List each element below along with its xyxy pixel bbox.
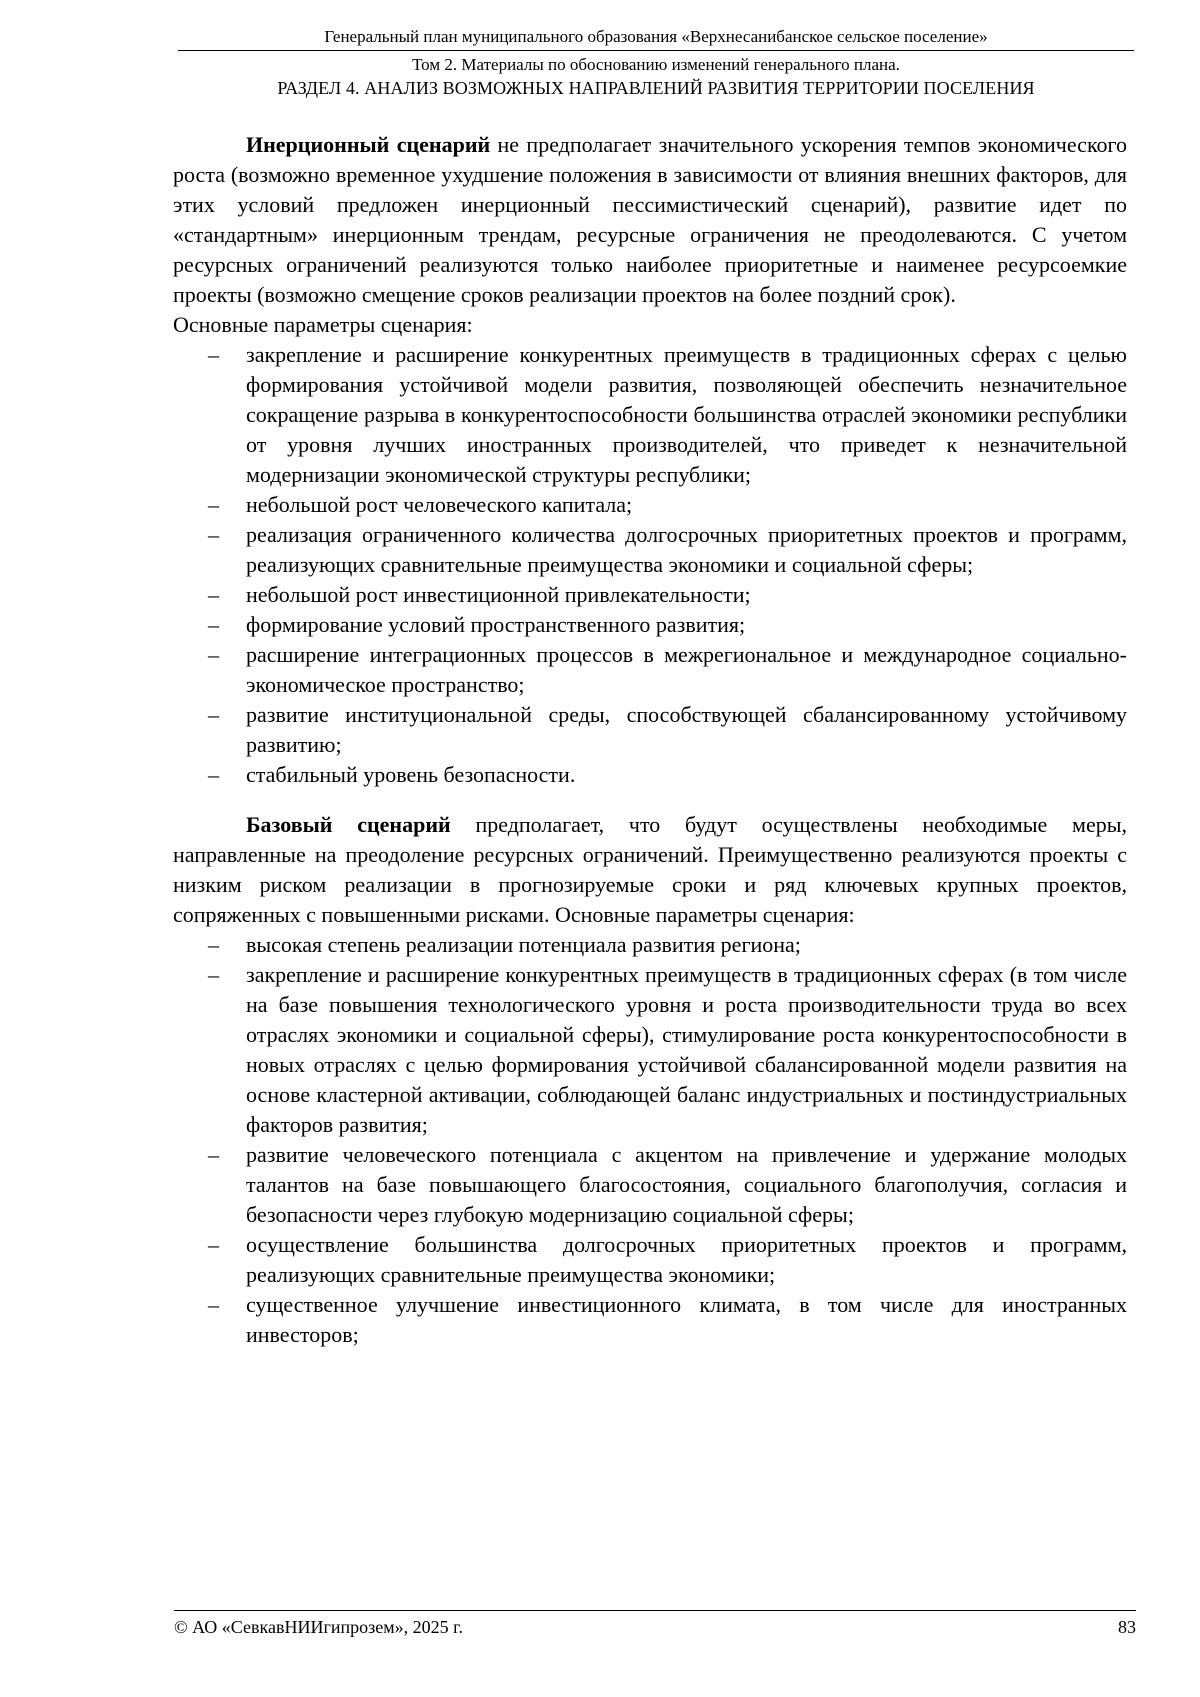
footer-copyright: © АО «СевкавНИИгипрозем», 2025 г.	[174, 1617, 463, 1637]
list-item: – закрепление и расширение конкурентных преимуществ в традиционных сферах с целью формирования устойчивой модели развития, позволяющей обеспечить незначительное сокращение разрыва в конкурентоспособности большинства отраслей экономики республики от уровня лучших иностранных производителей, что приведет к незначительной модернизации экономической структуры республики;	[208, 342, 1127, 487]
bullet-dash: –	[208, 522, 219, 547]
list-item: – небольшой рост человеческого капитала;	[173, 490, 1127, 520]
header-rule	[178, 50, 1134, 51]
list-item: – реализация ограниченного количества долгосрочных приоритетных проектов и программ, реализующих сравнительные преимущества экономики и социальной сферы;	[208, 522, 1127, 577]
bullet-dash: –	[208, 642, 219, 667]
header-title: Генеральный план муниципального образования «Верхнесанибанское сельское поселение»	[324, 27, 988, 46]
document-body	[173, 130, 1127, 1350]
bullet-dash: –	[208, 582, 219, 607]
bullet-dash: –	[208, 702, 219, 727]
bullet-dash: –	[208, 962, 219, 987]
bullet-dash: –	[208, 1142, 219, 1167]
list-item: – формирование условий пространственного развития;	[173, 610, 1127, 640]
list-item: – высокая степень реализации потенциала развития региона;	[173, 930, 1127, 960]
list-item: – существенное улучшение инвестиционного климата, в том числе для иностранных инвесторов;	[208, 1292, 1127, 1347]
list-item: – закрепление и расширение конкурентных преимуществ в традиционных сферах (в том числе на базе повышения технологического уровня и роста производительности труда во всех отраслях экономики и социальной сферы), стимулирование роста конкурентоспособности в новых отраслях с целью формирования устойчивой сбалансированной модели развития на основе кластерной активации, соблюдающей баланс индустриальных и постиндустриальных факторов развития;	[208, 962, 1127, 1137]
inertial-scenario-text: не предполагает значительного ускорения темпов экономического роста (возможно временное ухудшение положения в зависимости от влияния внешних факторов, для этих условий предложен инерционный пессимистический сценарий), развитие идет по «стандартным» инерционным трендам, ресурсные ограничения не преодолеваются. С учетом ресурсных ограничений реализуются только наиболее приоритетные и наименее ресурсоемкие проекты (возможно смещение сроков реализации проектов на более поздний срок).	[173, 132, 1127, 307]
base-scenario-text: предполагает, что будут осуществлены необходимые меры, направленные на преодоление ресурсных ограничений. Преимущественно реализуются проекты с низким риском реализации в прогнозируемые сроки и ряд ключевых крупных проектов, сопряженных с повышенными рисками. Основные параметры сценария:	[173, 812, 1127, 927]
inertial-params-heading: Основные параметры сценария:	[173, 312, 473, 337]
list-item: – развитие институциональной среды, способствующей сбалансированному устойчивому развитию;	[208, 702, 1127, 757]
base-scenario-term: Базовый сценарий	[246, 812, 451, 837]
inertial-scenario-term: Инерционный сценарий	[246, 132, 491, 157]
bullet-dash: –	[208, 612, 219, 637]
bullet-dash: –	[208, 932, 219, 957]
base-scenario-paragraph	[173, 810, 1127, 930]
bullet-dash: –	[208, 342, 219, 367]
page-footer	[174, 1610, 1136, 1638]
list-item: – развитие человеческого потенциала с акцентом на привлечение и удержание молодых талантов на базе повышающего благосостояния, социального благополучия, согласия и безопасности через глубокую модернизацию социальной сферы;	[208, 1142, 1127, 1227]
list-item: – расширение интеграционных процессов в межрегиональное и международное социально-экономическое пространство;	[208, 642, 1127, 697]
bullet-dash: –	[208, 492, 219, 517]
list-item: – осуществление большинства долгосрочных приоритетных проектов и программ, реализующих сравнительные преимущества экономики;	[208, 1232, 1127, 1287]
bullet-dash: –	[208, 1292, 219, 1317]
page-number: 83	[1118, 1617, 1136, 1637]
inertial-params-list	[173, 340, 1127, 790]
header-section: РАЗДЕЛ 4. АНАЛИЗ ВОЗМОЖНЫХ НАПРАВЛЕНИЙ РАЗВИТИЯ ТЕРРИТОРИИ ПОСЕЛЕНИЯ	[277, 78, 1035, 98]
base-params-list	[173, 930, 1127, 1350]
page-header	[178, 26, 1134, 100]
header-volume: Том 2. Материалы по обоснованию изменений генерального плана.	[412, 55, 900, 74]
inertial-scenario-paragraph	[173, 130, 1127, 310]
list-item: – стабильный уровень безопасности.	[173, 760, 1127, 790]
footer-rule	[174, 1610, 1136, 1611]
bullet-dash: –	[208, 1232, 219, 1257]
section-spacer	[173, 790, 1127, 810]
list-item: – небольшой рост инвестиционной привлекательности;	[173, 580, 1127, 610]
bullet-dash: –	[208, 762, 219, 787]
